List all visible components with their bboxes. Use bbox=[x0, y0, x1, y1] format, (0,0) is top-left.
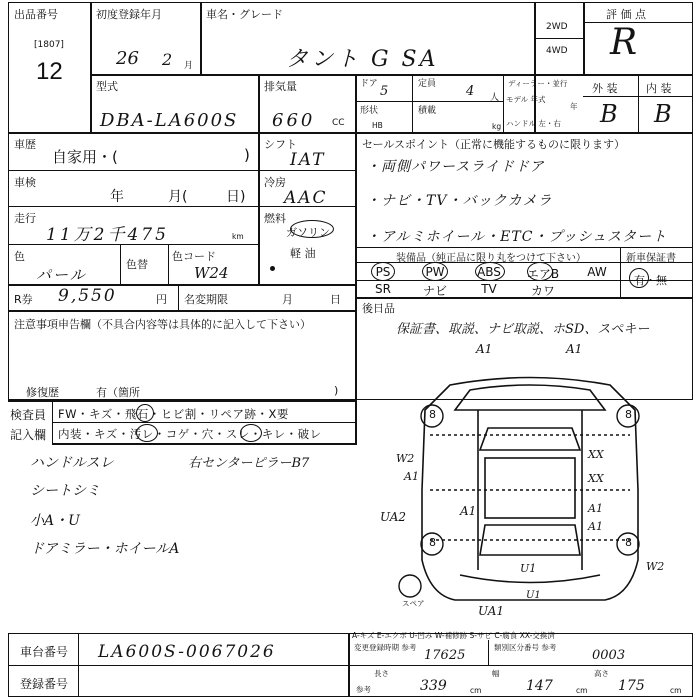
frame-line bbox=[503, 74, 504, 132]
tire-mark-fl: 8 bbox=[429, 408, 436, 421]
shaken-year: 年 bbox=[110, 189, 124, 205]
repair-label: 修復歴 bbox=[26, 386, 59, 399]
frame-line bbox=[90, 2, 92, 132]
history-label: 車歴 bbox=[14, 138, 36, 151]
nc-month: 月 bbox=[282, 293, 293, 306]
equip-abs: ABS bbox=[477, 265, 501, 279]
colorcode-label: 色コード bbox=[172, 250, 216, 263]
warranty-value: 有・無 bbox=[634, 274, 667, 287]
inspector-note-3: 小A・U bbox=[30, 513, 80, 529]
frame-line bbox=[583, 22, 693, 23]
frame-line bbox=[355, 101, 503, 102]
accessories-value: 保証書、取説、ナビ取説、ホSD、スペキー bbox=[396, 322, 650, 337]
model-year-label: モデル 年式 bbox=[506, 95, 546, 104]
steering-label: ハンドル 左・右 bbox=[506, 119, 561, 128]
mark-w2-right: W2 bbox=[646, 560, 665, 573]
repaint-label: 色替 bbox=[126, 258, 148, 271]
width-label: 幅 bbox=[492, 669, 500, 678]
fuel-bullet bbox=[270, 266, 275, 271]
frame-line bbox=[258, 132, 260, 284]
mileage-value: 11万2千475 bbox=[46, 225, 169, 245]
displacement-unit: CC bbox=[332, 118, 345, 128]
shaken-label: 車検 bbox=[14, 176, 36, 189]
notes-label: 注意事項申告欄（不具合内容等は具体的に記入して下さい） bbox=[14, 318, 311, 331]
change-value: 17625 bbox=[424, 648, 466, 663]
exterior-label: 外 装 bbox=[592, 82, 618, 95]
frame-line bbox=[120, 244, 121, 284]
drive-4wd: 4WD bbox=[546, 46, 568, 56]
length-unit: cm bbox=[470, 686, 482, 695]
capacity-label: 定員 bbox=[418, 79, 437, 89]
year-unit: 年 bbox=[570, 102, 578, 111]
inspector-note-4: ドアミラー・ホイールA bbox=[30, 541, 180, 557]
frame-line bbox=[355, 247, 693, 248]
frame-line bbox=[534, 2, 536, 132]
rating-value: R bbox=[610, 22, 638, 63]
recycle-value: 9,550 bbox=[58, 286, 117, 306]
inspector-label-2: 記入欄 bbox=[10, 428, 47, 442]
frame-line bbox=[52, 422, 357, 423]
name-change-label: 名変期限 bbox=[184, 293, 228, 306]
frame-line bbox=[178, 284, 179, 310]
fuel-selected-circle bbox=[290, 220, 334, 238]
capacity-unit: 人 bbox=[490, 93, 500, 103]
height-unit: cm bbox=[670, 686, 682, 695]
interior-grade: B bbox=[654, 100, 672, 128]
mileage-unit: km bbox=[232, 232, 244, 241]
drive-2wd: 2WD bbox=[546, 22, 568, 32]
mark-a1-right-top: A1 bbox=[566, 342, 583, 356]
frame-line bbox=[258, 74, 260, 132]
mark-w2-left: W2 bbox=[396, 452, 415, 465]
inspector-note-1: ハンドルスレ bbox=[30, 455, 114, 471]
spare-label: スペア bbox=[402, 599, 425, 608]
equip-tv: TV bbox=[481, 282, 497, 296]
ac-value: AAC bbox=[284, 188, 328, 208]
displacement-value: 660 bbox=[272, 110, 316, 131]
sales-point-3: ・アルミホイール・ETC・プッシュスタート bbox=[366, 229, 668, 245]
frame-line bbox=[8, 310, 357, 312]
model-label: 型式 bbox=[96, 80, 118, 93]
shaken-day: 日) bbox=[226, 189, 246, 205]
mark-ua2: UA2 bbox=[380, 510, 407, 524]
equip-airbag-circle bbox=[527, 262, 553, 281]
frame-line bbox=[638, 74, 639, 132]
chassis-value: LA600S-0067026 bbox=[98, 642, 276, 662]
shift-value: IAT bbox=[290, 150, 326, 170]
fuel-label: 燃料 bbox=[264, 212, 286, 225]
frame-line bbox=[355, 402, 357, 444]
fw-chip-circle bbox=[136, 404, 154, 422]
length-label: 長さ bbox=[374, 669, 389, 678]
capacity-value: 4 bbox=[466, 84, 475, 99]
name-value: タント G SA bbox=[286, 47, 439, 72]
recycle-label: R券 bbox=[14, 293, 33, 306]
frame-line bbox=[412, 74, 413, 132]
warranty-circle bbox=[629, 268, 649, 288]
door-label: ドア bbox=[360, 79, 378, 89]
mark-a1-right-1: A1 bbox=[588, 502, 603, 515]
sales-point-2: ・ナビ・TV・バックカメラ bbox=[366, 193, 553, 209]
repair-close: ) bbox=[334, 384, 339, 397]
ac-label: 冷房 bbox=[264, 176, 286, 189]
inspector-label-1: 検査員 bbox=[10, 408, 47, 422]
tire-mark-rl: 8 bbox=[429, 536, 436, 549]
int-wear-circle bbox=[240, 424, 262, 442]
int-stain-circle bbox=[136, 424, 158, 442]
history-paren-close: ) bbox=[244, 146, 250, 164]
interior-label: 内 装 bbox=[646, 82, 672, 95]
shape-label: 形状 bbox=[360, 106, 379, 116]
equip-ps-circle bbox=[371, 262, 395, 281]
mileage-label: 走行 bbox=[14, 212, 36, 225]
fuel-diesel: 軽 油 bbox=[290, 247, 316, 260]
category-value: 0003 bbox=[592, 648, 626, 663]
frame-line bbox=[620, 247, 621, 297]
equip-ps: PS bbox=[375, 265, 391, 279]
door-value: 5 bbox=[380, 84, 389, 99]
load-unit: kg bbox=[492, 122, 502, 131]
warranty-label: 新車保証書 bbox=[626, 253, 676, 264]
equip-abs-circle bbox=[475, 262, 505, 281]
shape-value: HB bbox=[372, 121, 383, 130]
lot-label: 出品番号 bbox=[14, 8, 58, 21]
inspector-fw-row: FW・キズ・飛石・ヒビ割・リペア跡・X要 bbox=[58, 407, 289, 421]
colorcode-value: W24 bbox=[194, 264, 229, 282]
mark-ua1-bottom: UA1 bbox=[478, 604, 505, 618]
damage-legend: A-キズ E-エクボ U-凹み W-補修跡 S-サビ C-腐食 XX-交換済 bbox=[352, 631, 555, 640]
frame-line bbox=[8, 170, 357, 171]
equipment-label: 装備品（純正品に限り丸をつけて下さい） bbox=[396, 253, 586, 264]
recycle-yen: 円 bbox=[156, 293, 167, 306]
shift-label: シフト bbox=[264, 138, 297, 151]
pillar-note: 右センターピラーB7 bbox=[188, 456, 310, 471]
width-unit: cm bbox=[576, 686, 588, 695]
mark-u1-rear: U1 bbox=[520, 562, 537, 575]
color-value: パール bbox=[36, 266, 87, 284]
rating-label: 評 価 点 bbox=[606, 8, 646, 21]
accessories-label: 後日品 bbox=[362, 302, 395, 315]
first-reg-label: 初度登録年月 bbox=[96, 8, 162, 21]
mark-a1-right-2: A1 bbox=[588, 520, 603, 533]
mark-u1-bumper: U1 bbox=[526, 590, 541, 601]
ref-label: 参考 bbox=[356, 685, 371, 694]
month-unit: 月 bbox=[184, 61, 194, 71]
inspector-interior-row: 内装・キズ・汚レ・コゲ・穴・スレ・キレ・破レ bbox=[58, 427, 322, 441]
sales-points-label: セールスポイント（正常に機能するものに限ります） bbox=[362, 138, 626, 151]
mark-xx-2: XX bbox=[588, 472, 604, 485]
equip-pw-circle bbox=[422, 262, 448, 281]
frame-line bbox=[534, 38, 583, 39]
sales-point-1: ・両側パワースライドドア bbox=[366, 159, 545, 175]
frame-line bbox=[90, 74, 693, 76]
displacement-label: 排気量 bbox=[264, 80, 297, 93]
equip-airbag: エアB bbox=[526, 267, 560, 281]
first-reg-month: 2 bbox=[162, 50, 173, 69]
length-value: 339 bbox=[420, 678, 447, 694]
equip-aw: AW bbox=[587, 265, 607, 279]
name-label: 車名・グレード bbox=[206, 8, 283, 21]
frame-line bbox=[8, 665, 348, 666]
frame-line bbox=[52, 402, 53, 444]
tire-mark-fr: 8 bbox=[625, 408, 632, 421]
mark-a1-left-top: A1 bbox=[476, 342, 493, 356]
frame-line bbox=[583, 2, 585, 74]
equip-pw: PW bbox=[425, 265, 445, 279]
frame-line bbox=[355, 132, 357, 400]
first-reg-year: 26 bbox=[116, 48, 139, 69]
car-damage-diagram bbox=[380, 350, 680, 620]
lot-code: [1807] bbox=[34, 40, 64, 50]
height-label: 高さ bbox=[594, 669, 609, 678]
load-label: 積載 bbox=[418, 106, 437, 116]
lot-number: 12 bbox=[36, 58, 63, 85]
equip-sr: SR bbox=[375, 282, 391, 296]
category-label: 類別区分番号 参考 bbox=[494, 643, 557, 652]
exterior-grade: B bbox=[600, 100, 618, 128]
frame-line bbox=[78, 633, 79, 697]
nc-day: 日 bbox=[330, 293, 341, 306]
frame-line bbox=[52, 443, 357, 445]
mark-a1-left-mid: A1 bbox=[404, 470, 419, 483]
height-value: 175 bbox=[618, 678, 645, 694]
frame-line bbox=[8, 132, 693, 134]
frame-line bbox=[8, 400, 357, 402]
spare-tire bbox=[399, 575, 421, 597]
frame-line bbox=[168, 244, 169, 284]
frame-line bbox=[200, 2, 202, 74]
mark-xx-1: XX bbox=[588, 448, 604, 461]
model-value: DBA-LA600S bbox=[100, 110, 239, 131]
shaken-month: 月( bbox=[168, 189, 188, 205]
frame-line bbox=[355, 74, 357, 132]
tire-mark-rr: 8 bbox=[625, 536, 632, 549]
fuel-gas: ガソリン bbox=[286, 226, 330, 239]
equip-navi: ナビ bbox=[422, 284, 447, 298]
frame-line bbox=[488, 640, 489, 665]
reg-label: 登録番号 bbox=[20, 677, 69, 691]
dealer-label: ディーラー・並行 bbox=[508, 79, 568, 88]
mark-a1-center: A1 bbox=[460, 504, 477, 518]
equip-leather: カワ bbox=[530, 284, 555, 298]
color-label: 色 bbox=[14, 250, 25, 263]
inspector-note-2: シートシミ bbox=[30, 483, 100, 499]
width-value: 147 bbox=[526, 678, 553, 694]
frame-line bbox=[348, 665, 693, 666]
history-value: 自家用・( bbox=[52, 148, 118, 166]
chassis-label: 車台番号 bbox=[20, 645, 69, 659]
change-label: 変更登録時期 参考 bbox=[354, 643, 417, 652]
repair-value: 有（箇所 bbox=[96, 386, 140, 399]
